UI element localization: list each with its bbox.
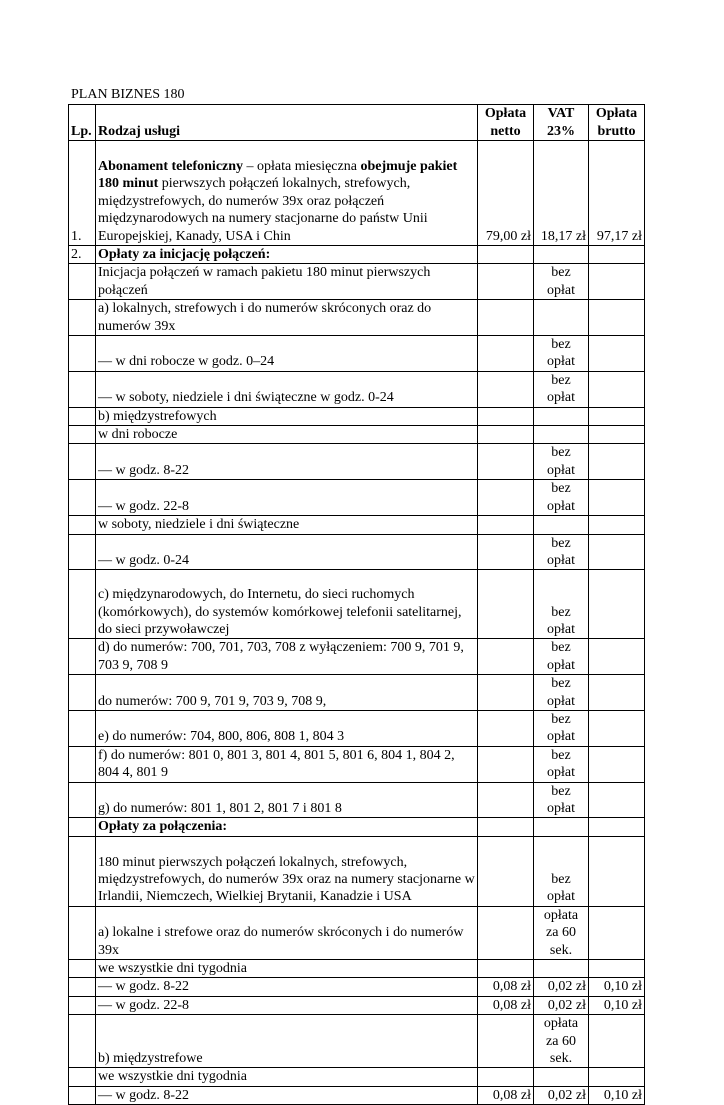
row-description: c) międzynarodowych, do Internetu, do sieci ruchomych (komórkowych), do systemów komórkowej telefonii satelitarnej, do sieci przywoławczej <box>96 570 478 639</box>
row-net <box>478 570 534 639</box>
row-gross <box>589 480 645 516</box>
table-row <box>69 1015 645 1068</box>
subscription-text-2: pierwszych połączeń lokalnych, strefowych, międzystrefowych, do numerów 39x oraz połączeń międzynarodowych na numery stacjonarne do państw Unii Europejskiej, Kanady, USA i Chin <box>98 176 428 244</box>
row-lp <box>69 1086 96 1104</box>
row-lp <box>69 782 96 818</box>
header-net: Opłata netto <box>478 105 534 141</box>
row-vat <box>534 960 589 978</box>
row-vat: 0,02 zł <box>534 978 589 996</box>
table-row <box>69 570 645 639</box>
row-lp <box>69 534 96 570</box>
table-row <box>69 996 645 1014</box>
table-row <box>69 336 645 372</box>
section-heading: Opłaty za inicjację połączeń: <box>96 246 478 264</box>
row-net <box>478 746 534 782</box>
row-description: — w dni robocze w godz. 0–24 <box>96 336 478 372</box>
subscription-net: 79,00 zł <box>478 141 534 246</box>
row-vat: 0,02 zł <box>534 1086 589 1104</box>
row-vat: bez opłat <box>534 371 589 407</box>
row-vat: bez opłat <box>534 336 589 372</box>
row-net <box>478 960 534 978</box>
row-description: d) do numerów: 700, 701, 703, 708 z wyłączeniem: 700 9, 701 9, 703 9, 708 9 <box>96 639 478 675</box>
row-net <box>478 675 534 711</box>
row-gross: 0,10 zł <box>589 1086 645 1104</box>
row-lp <box>69 978 96 996</box>
subscription-bold-2: obejmuje pakiet 180 minut <box>98 158 458 192</box>
row-lp <box>69 300 96 336</box>
row-gross <box>589 675 645 711</box>
table-row-initiation-heading <box>69 246 645 264</box>
row-description: f) do numerów: 801 0, 801 3, 801 4, 801 5, 801 6, 804 1, 804 2, 804 4, 801 9 <box>96 746 478 782</box>
table-row <box>69 675 645 711</box>
row-lp <box>69 1068 96 1086</box>
page-title: PLAN BIZNES 180 <box>71 87 185 102</box>
row-vat: bez opłat <box>534 746 589 782</box>
row-description: — w godz. 0-24 <box>96 534 478 570</box>
row-description: w soboty, niedziele i dni świąteczne <box>96 516 478 534</box>
row-lp <box>69 264 96 300</box>
row-lp <box>69 407 96 425</box>
price-table <box>68 104 645 1105</box>
row-net <box>478 371 534 407</box>
row-description: g) do numerów: 801 1, 801 2, 801 7 i 801 8 <box>96 782 478 818</box>
row-lp: 1. <box>69 141 96 246</box>
row-gross <box>589 534 645 570</box>
row-vat: opłata za 60 sek. <box>534 906 589 959</box>
subscription-description <box>96 141 478 246</box>
table-row <box>69 426 645 444</box>
row-vat: bez opłat <box>534 639 589 675</box>
table-row <box>69 978 645 996</box>
row-vat <box>534 1068 589 1086</box>
row-lp <box>69 675 96 711</box>
row-description: b) międzystrefowych <box>96 407 478 425</box>
row-description: a) lokalnych, strefowych i do numerów skróconych oraz do numerów 39x <box>96 300 478 336</box>
row-gross <box>589 639 645 675</box>
row-net <box>478 639 534 675</box>
row-lp <box>69 996 96 1014</box>
row-lp <box>69 371 96 407</box>
row-lp <box>69 336 96 372</box>
row-vat: bez opłat <box>534 836 589 906</box>
row-gross <box>589 570 645 639</box>
row-lp <box>69 516 96 534</box>
table-row <box>69 516 645 534</box>
row-gross <box>589 782 645 818</box>
row-net: 0,08 zł <box>478 978 534 996</box>
row-description: — w soboty, niedziele i dni świąteczne w godz. 0-24 <box>96 371 478 407</box>
row-gross <box>589 1015 645 1068</box>
table-row <box>69 264 645 300</box>
row-description: we wszystkie dni tygodnia <box>96 960 478 978</box>
row-net <box>478 300 534 336</box>
row-gross <box>589 264 645 300</box>
row-gross <box>589 444 645 480</box>
row-description: Opłaty za połączenia: <box>96 818 478 836</box>
row-net <box>478 407 534 425</box>
row-description: b) międzystrefowe <box>96 1015 478 1068</box>
row-lp <box>69 1015 96 1068</box>
table-row <box>69 1086 645 1104</box>
row-gross: 0,10 zł <box>589 996 645 1014</box>
table-row <box>69 746 645 782</box>
row-lp <box>69 818 96 836</box>
table-row <box>69 407 645 425</box>
row-lp <box>69 444 96 480</box>
row-gross <box>589 906 645 959</box>
row-description: — w godz. 8-22 <box>96 978 478 996</box>
row-gross <box>589 710 645 746</box>
row-gross <box>589 426 645 444</box>
table-row <box>69 534 645 570</box>
header-gross: Opłata brutto <box>589 105 645 141</box>
row-net <box>478 782 534 818</box>
table-row <box>69 371 645 407</box>
row-net <box>478 444 534 480</box>
row-lp <box>69 710 96 746</box>
row-lp <box>69 746 96 782</box>
row-gross <box>589 371 645 407</box>
table-row <box>69 300 645 336</box>
header-service: Rodzaj usługi <box>96 105 478 141</box>
row-vat <box>534 426 589 444</box>
row-description: a) lokalne i strefowe oraz do numerów skróconych i do numerów 39x <box>96 906 478 959</box>
row-net <box>478 1015 534 1068</box>
row-vat: 0,02 zł <box>534 996 589 1014</box>
row-description: w dni robocze <box>96 426 478 444</box>
row-net <box>478 336 534 372</box>
row-lp <box>69 639 96 675</box>
row-gross <box>589 336 645 372</box>
row-gross <box>589 300 645 336</box>
row-vat: bez opłat <box>534 570 589 639</box>
row-description: — w godz. 8-22 <box>96 444 478 480</box>
row-vat <box>534 818 589 836</box>
empty-cell <box>478 246 534 264</box>
row-lp <box>69 836 96 906</box>
row-description: do numerów: 700 9, 701 9, 703 9, 708 9, <box>96 675 478 711</box>
row-net <box>478 836 534 906</box>
subscription-bold-1: Abonament telefoniczny <box>98 158 244 174</box>
row-vat <box>534 407 589 425</box>
row-net <box>478 710 534 746</box>
row-vat: bez opłat <box>534 675 589 711</box>
header-row <box>69 105 645 141</box>
row-net: 0,08 zł <box>478 1086 534 1104</box>
row-gross: 0,10 zł <box>589 978 645 996</box>
row-vat <box>534 516 589 534</box>
row-description: — w godz. 22-8 <box>96 480 478 516</box>
row-vat: bez opłat <box>534 480 589 516</box>
row-lp <box>69 960 96 978</box>
header-lp: Lp. <box>69 105 96 141</box>
row-net: 0,08 zł <box>478 996 534 1014</box>
empty-cell <box>589 246 645 264</box>
row-description: Inicjacja połączeń w ramach pakietu 180 minut pierwszych połączeń <box>96 264 478 300</box>
row-description: — w godz. 22-8 <box>96 996 478 1014</box>
row-net <box>478 426 534 444</box>
row-lp <box>69 426 96 444</box>
table-row <box>69 818 645 836</box>
row-gross <box>589 836 645 906</box>
row-lp <box>69 570 96 639</box>
subscription-gross: 97,17 zł <box>589 141 645 246</box>
table-row <box>69 836 645 906</box>
row-lp <box>69 480 96 516</box>
header-vat: VAT 23% <box>534 105 589 141</box>
row-net <box>478 818 534 836</box>
row-gross <box>589 1068 645 1086</box>
subscription-vat: 18,17 zł <box>534 141 589 246</box>
table-row <box>69 1068 645 1086</box>
table-row <box>69 710 645 746</box>
row-description: we wszystkie dni tygodnia <box>96 1068 478 1086</box>
row-gross <box>589 818 645 836</box>
table-row <box>69 960 645 978</box>
table-row <box>69 480 645 516</box>
table-row <box>69 782 645 818</box>
row-gross <box>589 516 645 534</box>
row-description: e) do numerów: 704, 800, 806, 808 1, 804 3 <box>96 710 478 746</box>
empty-cell <box>534 246 589 264</box>
row-gross <box>589 407 645 425</box>
row-vat: opłata za 60 sek. <box>534 1015 589 1068</box>
row-vat: bez opłat <box>534 264 589 300</box>
row-vat: bez opłat <box>534 534 589 570</box>
row-vat: bez opłat <box>534 444 589 480</box>
row-gross <box>589 746 645 782</box>
row-vat: bez opłat <box>534 782 589 818</box>
row-description: 180 minut pierwszych połączeń lokalnych, strefowych, międzystrefowych, do numerów 39x oraz na numery stacjonarne w Irlandii, Niemczech, Wielkiej Brytanii, Kanadzie i USA <box>96 836 478 906</box>
table-row <box>69 906 645 959</box>
subscription-text-1: – opłata miesięczna <box>243 158 361 174</box>
row-description: — w godz. 8-22 <box>96 1086 478 1104</box>
row-vat <box>534 300 589 336</box>
row-vat: bez opłat <box>534 710 589 746</box>
row-net <box>478 906 534 959</box>
table-row <box>69 639 645 675</box>
table-row-subscription <box>69 141 645 246</box>
row-net <box>478 516 534 534</box>
row-net <box>478 480 534 516</box>
table-row <box>69 444 645 480</box>
row-net <box>478 1068 534 1086</box>
row-lp <box>69 906 96 959</box>
row-gross <box>589 960 645 978</box>
row-lp: 2. <box>69 246 96 264</box>
row-net <box>478 534 534 570</box>
row-net <box>478 264 534 300</box>
